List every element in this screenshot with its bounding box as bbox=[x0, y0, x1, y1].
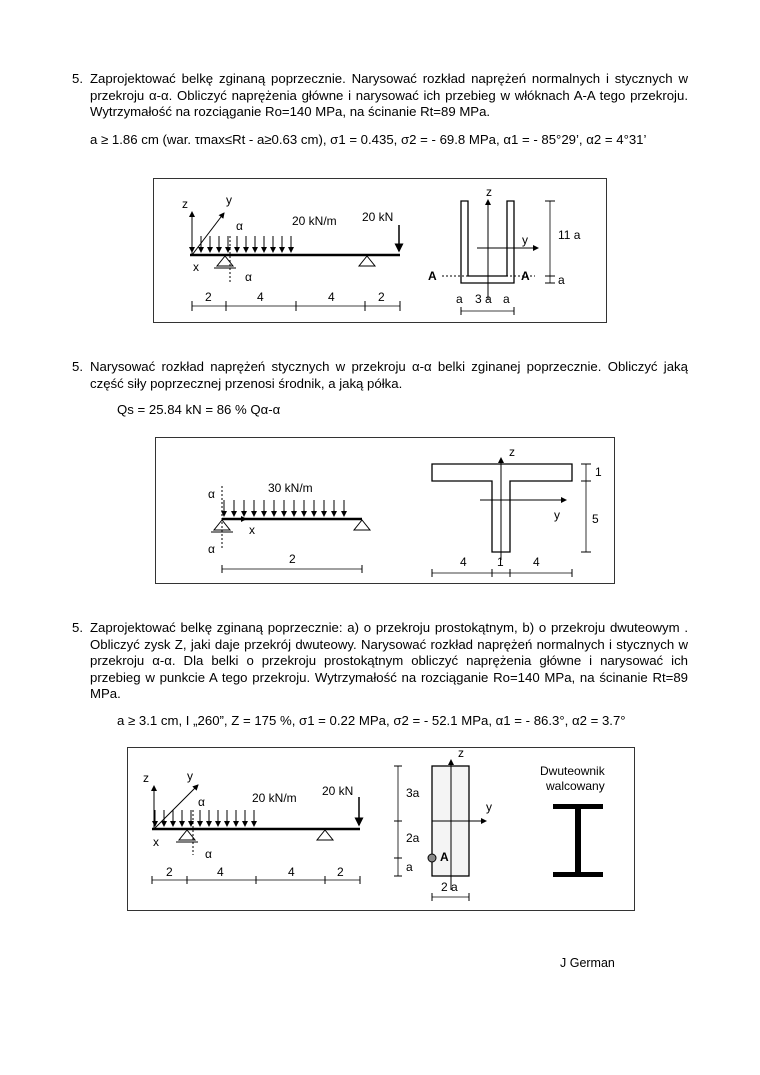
fig3-alpha-top: α bbox=[198, 795, 205, 809]
fig1-span-2: 4 bbox=[257, 290, 264, 304]
fig1-span-3: 4 bbox=[328, 290, 335, 304]
fig2-sec-z: z bbox=[509, 445, 515, 459]
fig2-bdim-3: 4 bbox=[533, 555, 540, 569]
fig2-load: 30 kN/m bbox=[268, 481, 313, 495]
fig3-span-3: 4 bbox=[288, 865, 295, 879]
fig2-span: 2 bbox=[289, 552, 296, 566]
problem-1-number: 5. bbox=[72, 71, 83, 86]
fig3-width: 2 a bbox=[441, 880, 458, 894]
fig1-sec-y: y bbox=[522, 233, 528, 247]
fig1-sec-z: z bbox=[486, 185, 492, 199]
fig2-sec-y: y bbox=[554, 508, 560, 522]
fig2-alpha-bottom: α bbox=[208, 542, 215, 556]
fig1-z-label: z bbox=[182, 197, 188, 211]
fig1-y-label: y bbox=[226, 193, 232, 207]
fig3-span-4: 2 bbox=[337, 865, 344, 879]
fig1-bdim-1: a bbox=[456, 292, 463, 306]
fig1-alpha-bottom: α bbox=[245, 270, 252, 284]
fig2-alpha-top: α bbox=[208, 487, 215, 501]
fig1-sec-A-left: A bbox=[428, 269, 437, 283]
problem-2-number: 5. bbox=[72, 359, 83, 374]
fig3-point-A: A bbox=[440, 850, 449, 864]
fig1-alpha-top: α bbox=[236, 219, 243, 233]
fig1-dim-11a: 11 a bbox=[558, 228, 581, 242]
problem-3-text: Zaprojektować belkę zginaną poprzecznie: a) o przekroju prostokątnym, b) o przekroju dwuteowym . Obliczyć zysk Z, jaki daje przekrój dwuteowy. Narysować rozkład naprężeń normalnych i stycznych w przekroju α-α. Dla belki o przekroju prostokątnym obliczyć naprężenia główne i narysować ich przebieg w punkcie A tego przekroju. Wytrzymałość na rozciąganie Ro=140 MPa, na ścinanie Rt=89 MPa. bbox=[90, 620, 688, 701]
fig3-z-label: z bbox=[143, 771, 149, 785]
fig3-sec-y: y bbox=[486, 800, 492, 814]
fig3-point-load: 20 kN bbox=[322, 784, 354, 798]
problem-1-text: Zaprojektować belkę zginaną poprzecznie. Narysować rozkład naprężeń normalnych i stycznych w przekroju α-α. Obliczyć naprężenia główne i narysować ich przebieg w włóknach A-A tego przekroju. Wytrzymałość na rozciąganie Ro=140 MPa, na ścinanie Rt=89 MPa. bbox=[90, 71, 688, 119]
problem-3-answer: a ≥ 3.1 cm, I „260”, Z = 175 %, σ1 = 0.22 MPa, σ2 = - 52.1 MPa, α1 = - 86.3°, α2 = 3.7° bbox=[117, 713, 626, 728]
fig1-span-4: 2 bbox=[378, 290, 385, 304]
fig3-ibeam-label-1: Dwuteownik bbox=[540, 764, 605, 778]
fig1-dim-a: a bbox=[558, 273, 565, 287]
fig3-sec-z: z bbox=[458, 746, 464, 760]
fig1-bdim-3: a bbox=[503, 292, 510, 306]
fig3-span-1: 2 bbox=[166, 865, 173, 879]
fig1-dist-load: 20 kN/m bbox=[292, 214, 337, 228]
fig2-bdim-1: 4 bbox=[460, 555, 467, 569]
fig2-x-label: x bbox=[249, 523, 255, 537]
fig3-y-label: y bbox=[187, 769, 193, 783]
fig3-span-2: 4 bbox=[217, 865, 224, 879]
problem-1-answer: a ≥ 1.86 cm (war. τmax≤Rt - a≥0.63 cm), σ1 = 0.435, σ2 = - 69.8 MPa, α1 = - 85°29’, α2 = 4°31’ bbox=[90, 132, 647, 147]
signature: J German bbox=[560, 956, 615, 970]
fig2-dim-1: 1 bbox=[595, 465, 602, 479]
fig3-dim-2a: 2a bbox=[406, 831, 420, 845]
fig3-x-label: x bbox=[153, 835, 159, 849]
fig3-dim-3a: 3a bbox=[406, 786, 420, 800]
problem-2-answer: Qs = 25.84 kN = 86 % Qα-α bbox=[117, 402, 281, 417]
fig1-point-load: 20 kN bbox=[362, 210, 394, 224]
fig1-x-label: x bbox=[193, 260, 199, 274]
problem-3-number: 5. bbox=[72, 620, 83, 635]
fig1-sec-A-right: A bbox=[521, 269, 530, 283]
fig2-bdim-2: 1 bbox=[497, 555, 504, 569]
fig3-ibeam-label-2: walcowany bbox=[546, 779, 605, 793]
fig3-alpha-bottom: α bbox=[205, 847, 212, 861]
fig2-dim-5: 5 bbox=[592, 512, 599, 526]
fig1-bdim-2: 3 a bbox=[475, 292, 492, 306]
fig3-dim-a: a bbox=[406, 860, 413, 874]
problem-2-text: Narysować rozkład naprężeń stycznych w przekroju α-α belki zginanej poprzecznie. Obliczyć jaką część siły poprzecznej przenosi środnik, a jaką półka. bbox=[90, 359, 688, 391]
fig3-dist-load: 20 kN/m bbox=[252, 791, 297, 805]
fig1-span-1: 2 bbox=[205, 290, 212, 304]
